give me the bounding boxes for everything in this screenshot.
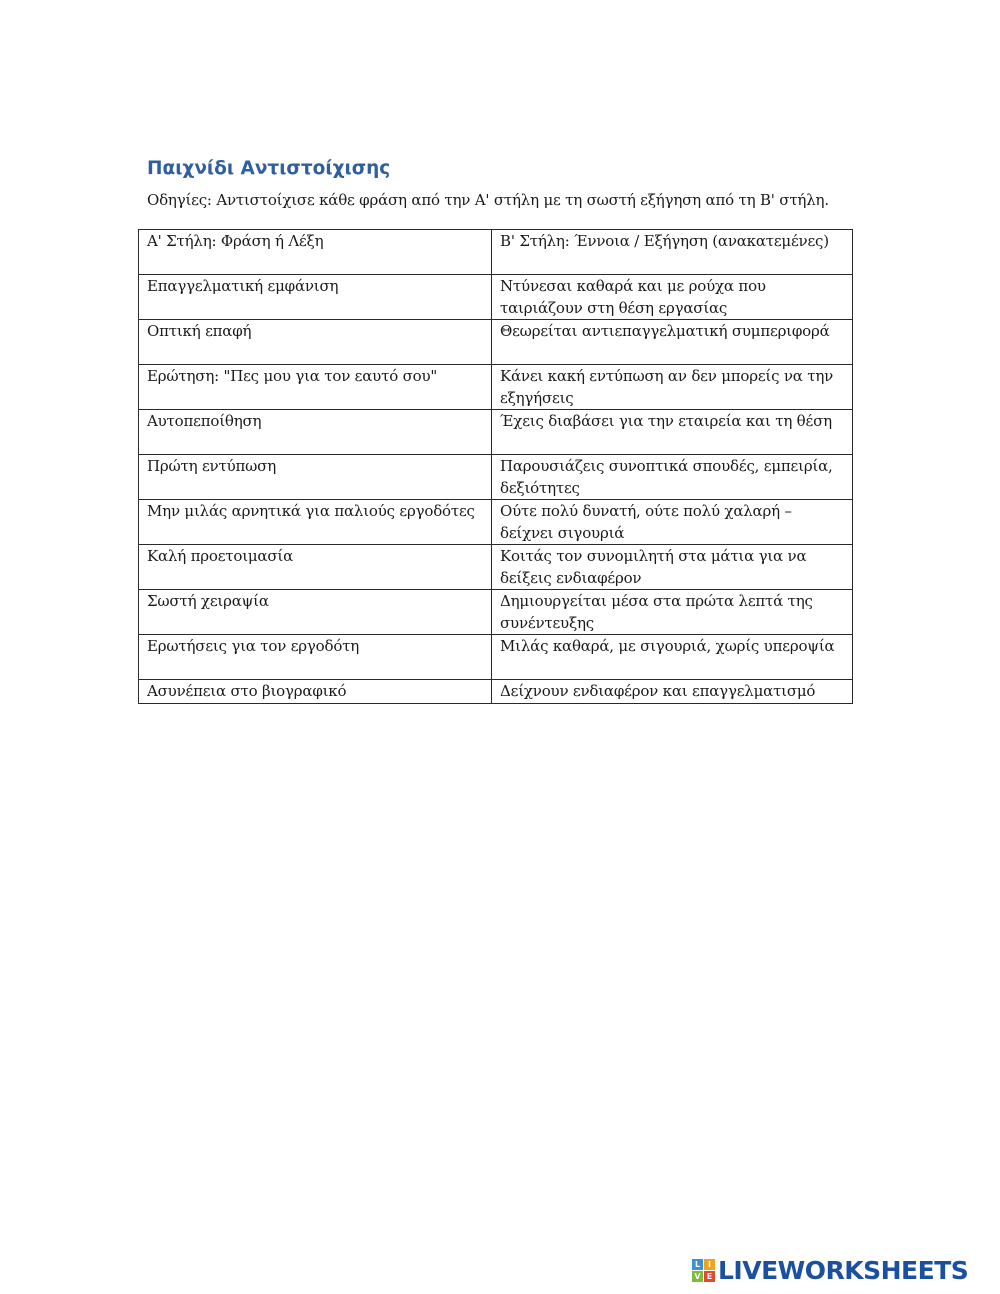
phrase-cell: Σωστή χειραψία	[139, 590, 492, 635]
header-col-b: Β' Στήλη: Έννοια / Εξήγηση (ανακατεμένες)	[492, 230, 853, 275]
phrase-cell: Επαγγελματική εμφάνιση	[139, 275, 492, 320]
logo-block-l: L	[692, 1259, 703, 1270]
table-row	[139, 680, 853, 704]
explanation-cell: Ούτε πολύ δυνατή, ούτε πολύ χαλαρή – δείχνει σιγουριά	[492, 500, 853, 545]
logo-block-i: I	[704, 1259, 715, 1270]
page-title: Παιχνίδι Αντιστοίχισης	[147, 158, 391, 179]
liveworksheets-logo	[692, 1254, 968, 1286]
table-row	[139, 410, 853, 455]
explanation-cell: Μιλάς καθαρά, με σιγουριά, χωρίς υπεροψία	[492, 635, 853, 680]
explanation-cell: Θεωρείται αντιεπαγγελματική συμπεριφορά	[492, 320, 853, 365]
phrase-cell: Ασυνέπεια στο βιογραφικό	[139, 680, 492, 704]
phrase-cell: Μην μιλάς αρνητικά για παλιούς εργοδότες	[139, 500, 492, 545]
explanation-cell: Ντύνεσαι καθαρά και με ρούχα που ταιριάζουν στη θέση εργασίας	[492, 275, 853, 320]
table-row	[139, 635, 853, 680]
explanation-cell: Έχεις διαβάσει για την εταιρεία και τη θέση	[492, 410, 853, 455]
phrase-cell: Ερωτήσεις για τον εργοδότη	[139, 635, 492, 680]
logo-text: LIVEWORKSHEETS	[718, 1255, 969, 1285]
explanation-cell: Δημιουργείται μέσα στα πρώτα λεπτά της συνέντευξης	[492, 590, 853, 635]
explanation-cell: Κάνει κακή εντύπωση αν δεν μπορείς να την εξηγήσεις	[492, 365, 853, 410]
table-row	[139, 365, 853, 410]
explanation-cell: Δείχνουν ενδιαφέρον και επαγγελματισμό	[492, 680, 853, 704]
header-col-a: Α' Στήλη: Φράση ή Λέξη	[139, 230, 492, 275]
instructions-text: Οδηγίες: Αντιστοίχισε κάθε φράση από την Α' στήλη με τη σωστή εξήγηση από τη Β' στήλη.	[147, 191, 829, 209]
table-header-row	[139, 230, 853, 275]
phrase-cell: Ερώτηση: "Πες μου για τον εαυτό σου"	[139, 365, 492, 410]
explanation-cell: Παρουσιάζεις συνοπτικά σπουδές, εμπειρία, δεξιότητες	[492, 455, 853, 500]
table-row	[139, 545, 853, 590]
logo-block-e: E	[704, 1271, 715, 1282]
table-row	[139, 590, 853, 635]
phrase-cell: Οπτική επαφή	[139, 320, 492, 365]
logo-blocks-icon	[692, 1259, 715, 1282]
explanation-cell: Κοιτάς τον συνομιλητή στα μάτια για να δείξεις ενδιαφέρον	[492, 545, 853, 590]
phrase-cell: Αυτοπεποίθηση	[139, 410, 492, 455]
phrase-cell: Καλή προετοιμασία	[139, 545, 492, 590]
logo-block-v: V	[692, 1271, 703, 1282]
table-row	[139, 275, 853, 320]
table-row	[139, 320, 853, 365]
table-row	[139, 455, 853, 500]
phrase-cell: Πρώτη εντύπωση	[139, 455, 492, 500]
table-row	[139, 500, 853, 545]
matching-table	[138, 229, 853, 704]
